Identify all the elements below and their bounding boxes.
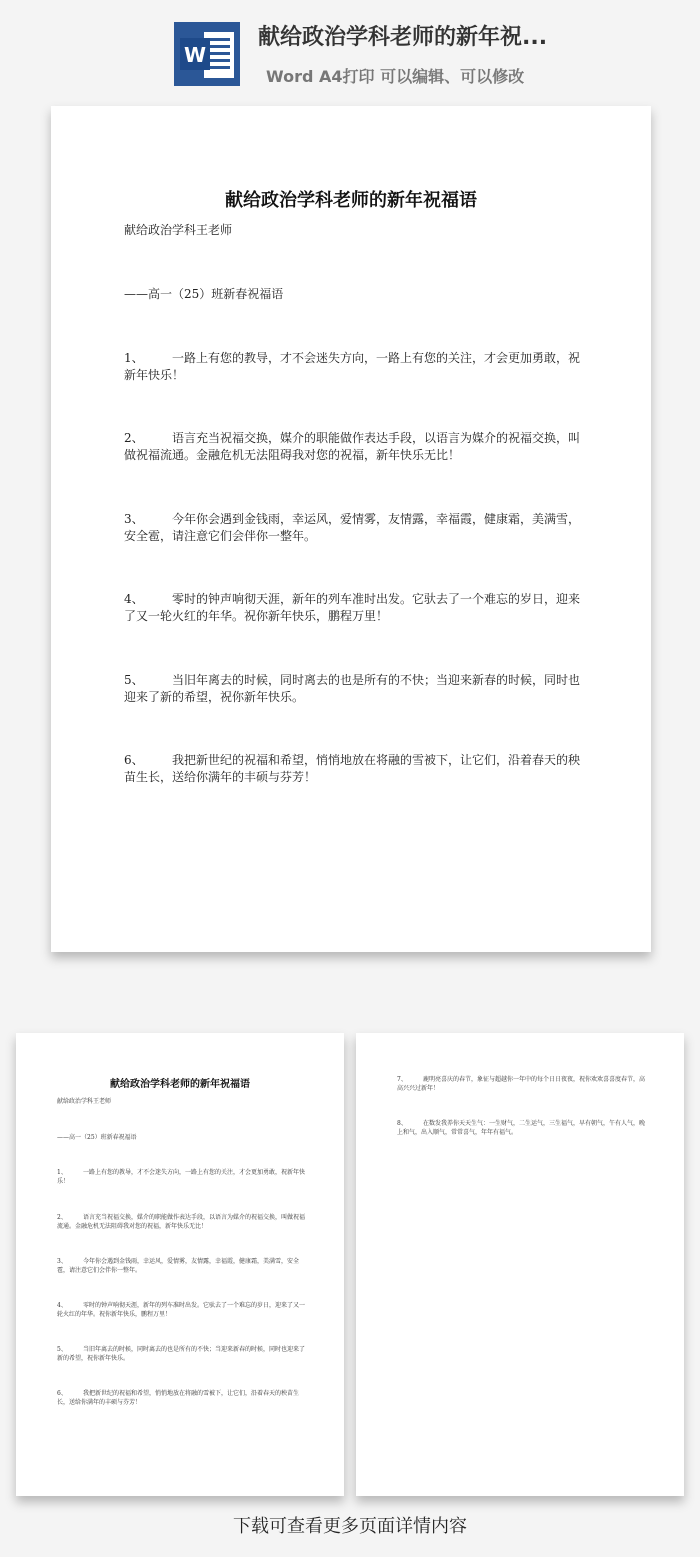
item-text: 语言充当祝福交换，媒介的职能做作表达手段，以语言为媒介的祝福交换，叫做祝福流通。金融危机无法阻碍我对您的祝福，新年快乐无比！ xyxy=(57,1214,306,1230)
list-item xyxy=(57,1389,307,1407)
item-number: 5、 xyxy=(124,673,144,687)
list-item xyxy=(57,1345,307,1363)
list-item xyxy=(57,1213,307,1231)
header xyxy=(0,0,700,100)
list-item xyxy=(57,1257,307,1275)
item-number: 5、 xyxy=(57,1346,67,1353)
list-item xyxy=(124,430,584,464)
list-item xyxy=(124,511,584,545)
thumbnail-page-1[interactable] xyxy=(16,1033,344,1496)
item-text: 我把新世纪的祝福和希望，悄悄地放在将融的雪被下，让它们，沿着春天的秧苗生长，送给你满年的丰硕与芬芳！ xyxy=(124,753,581,784)
main-preview-page[interactable] xyxy=(51,106,651,952)
item-number: 6、 xyxy=(57,1390,67,1397)
doc-dedication: 献给政治学科王老师 xyxy=(57,1098,112,1105)
item-number: 2、 xyxy=(57,1214,67,1221)
doc-from: ——高一（25）班新春祝福语 xyxy=(57,1134,137,1141)
doc-from: ——高一（25）班新春祝福语 xyxy=(124,287,284,301)
item-text: 今年你会遇到金钱雨，幸运风，爱情雾，友情露，幸福霞，健康霜，美满雪，安全雹，请注意它们会伴你一整年。 xyxy=(57,1258,300,1274)
item-number: 1、 xyxy=(124,351,144,365)
item-text: 一路上有您的教导，才不会迷失方向，一路上有您的关注，才会更加勇敢，祝新年快乐！ xyxy=(124,351,581,382)
doc-dedication: 献给政治学科王老师 xyxy=(124,223,233,237)
item-text: 鹿明亮喜庆的春节，象征与超越你一年中的每个日日夜夜，祝你欢欢喜喜度春节，高高兴兴过新年！ xyxy=(397,1076,646,1092)
item-number: 8、 xyxy=(397,1120,407,1127)
list-item xyxy=(57,1301,307,1319)
item-number: 3、 xyxy=(124,512,144,526)
doc-title: 献给政治学科老师的新年祝福语 xyxy=(110,1079,250,1090)
item-text: 零时的钟声响彻天涯，新年的列车准时出发。它驮去了一个难忘的岁日，迎来了又一轮火红的年华。祝你新年快乐，鹏程万里！ xyxy=(57,1302,306,1318)
header-subtitle: Word A4打印 可以编辑、可以修改 xyxy=(266,67,525,86)
list-item xyxy=(124,752,584,786)
item-text: 今年你会遇到金钱雨，幸运风，爱情雾，友情露，幸福霞，健康霜，美满雪，安全雹，请注意它们会伴你一整年。 xyxy=(124,512,581,543)
view-more-link[interactable]: 下载可查看更多页面详情内容 xyxy=(233,1516,467,1537)
item-number: 3、 xyxy=(57,1258,67,1265)
list-item xyxy=(57,1168,307,1186)
list-item xyxy=(397,1075,647,1093)
word-icon xyxy=(174,22,240,86)
item-text: 零时的钟声响彻天涯，新年的列车准时出发。它驮去了一个难忘的岁日，迎来了又一轮火红的年华。祝你新年快乐，鹏程万里！ xyxy=(124,592,581,623)
item-text: 当旧年离去的时候，同时离去的也是所有的不快；当迎来新春的时候，同时也迎来了新的希望，祝你新年快乐。 xyxy=(124,673,581,704)
svg-text:W: W xyxy=(183,43,207,67)
item-number: 1、 xyxy=(57,1169,67,1176)
item-number: 6、 xyxy=(124,753,144,767)
doc-title: 献给政治学科老师的新年祝福语 xyxy=(225,190,477,211)
item-text: 当旧年离去的时候，同时离去的也是所有的不快；当迎来新春的时候，同时也迎来了新的希望，祝你新年快乐。 xyxy=(57,1346,306,1362)
list-item xyxy=(124,591,584,625)
list-item xyxy=(124,350,584,384)
item-text: 我把新世纪的祝福和希望，悄悄地放在将融的雪被下，让它们，沿着春天的秧苗生长，送给你满年的丰硕与芬芳！ xyxy=(57,1390,300,1406)
item-text: 在数发我养你天天生气：一生财气，二生运气，三生福气，早有朝气，午有人气，晚上和气，出入顺气，常常喜气，年年有福气。 xyxy=(397,1120,646,1136)
item-text: 一路上有您的教导，才不会迷失方向，一路上有您的关注，才会更加勇敢，祝新年快乐！ xyxy=(57,1169,306,1185)
thumbnail-page-2[interactable] xyxy=(356,1033,684,1496)
list-item xyxy=(124,672,584,706)
item-text: 语言充当祝福交换，媒介的职能做作表达手段，以语言为媒介的祝福交换，叫做祝福流通。金融危机无法阻碍我对您的祝福，新年快乐无比！ xyxy=(124,431,581,462)
item-number: 7、 xyxy=(397,1076,407,1083)
item-number: 4、 xyxy=(124,592,144,606)
header-title: 献给政治学科老师的新年祝... xyxy=(258,25,548,50)
list-item xyxy=(397,1119,647,1137)
item-number: 4、 xyxy=(57,1302,67,1309)
item-number: 2、 xyxy=(124,431,144,445)
